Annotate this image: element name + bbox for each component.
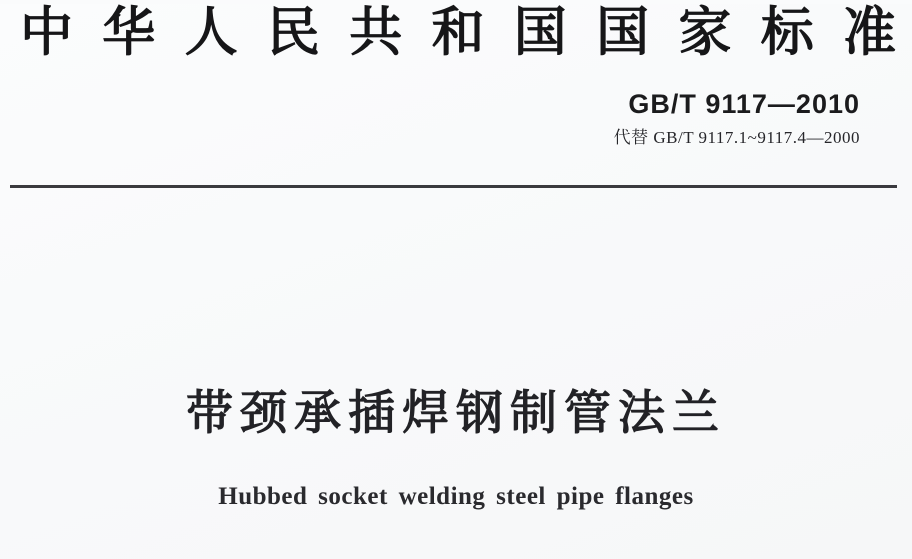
- header-divider-rule: [10, 185, 897, 188]
- standard-number: GB/T 9117—2010: [628, 89, 860, 120]
- national-standard-banner: 中华人民共和国国家标准: [20, 4, 896, 62]
- standard-number-block: [0, 90, 860, 148]
- standard-cover-page: [0, 4, 912, 559]
- main-title-chinese: 带颈承插焊钢制管法兰: [186, 386, 726, 440]
- replaces-note: 代替 GB/T 9117.1~9117.4—2000: [613, 128, 860, 148]
- main-title-english: Hubbed socket welding steel pipe flanges: [218, 483, 694, 511]
